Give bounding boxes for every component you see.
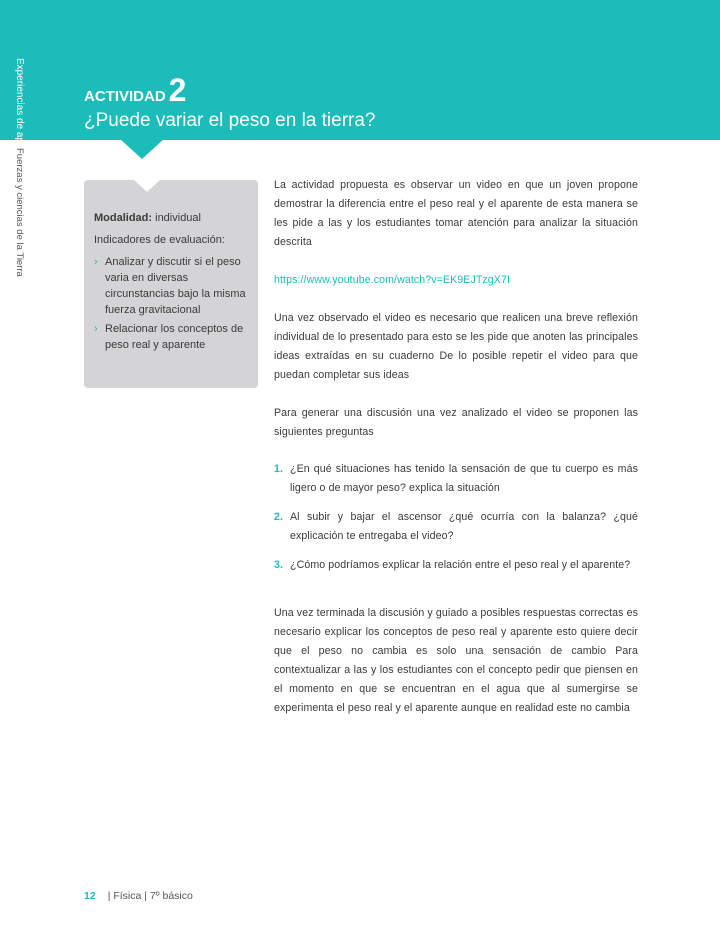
page-number: 12 bbox=[84, 890, 96, 902]
paragraph-intro: La actividad propuesta es observar un video en que un joven propone demostrar la diferencia entre el peso real y el aparente de esta manera se les pide a las y los estudiantes tomar atención para analizar la situación descrita bbox=[274, 179, 638, 248]
info-box bbox=[84, 180, 258, 388]
activity-label: ACTIVIDAD bbox=[84, 88, 166, 105]
page-title: ¿Puede variar el peso en la tierra? bbox=[84, 110, 376, 131]
question-3 bbox=[274, 556, 638, 575]
paragraph-questions-intro: Para generar una discusión una vez analizado el video se proponen las siguientes preguntas bbox=[274, 407, 638, 438]
footer-text: | Física | 7º básico bbox=[107, 890, 193, 902]
indicadores-list bbox=[94, 254, 248, 353]
question-1 bbox=[274, 460, 638, 498]
paragraph-conclusion: Una vez terminada la discusión y guiado a posibles respuestas correctas es necesario explicar los conceptos de peso real y aparente esto quiere decir que el peso no cambia es solo una sensación de cambio Para contextualizar a las y los estudiantes con el concepto pedir que piensen en el momento en que se encuentran en el agua que al sumergirse se experimenta el peso real y el aparente aunque en realidad este no cambia bbox=[274, 607, 638, 714]
question-text: ¿En qué situaciones has tenido la sensación de que tu cuerpo es más ligero o de mayor peso? explica la situación bbox=[290, 463, 638, 494]
question-number: 2. bbox=[274, 511, 284, 523]
list-item: › Relacionar los conceptos de peso real y aparente bbox=[94, 321, 248, 353]
box-notch bbox=[134, 180, 160, 192]
footer bbox=[84, 890, 193, 902]
video-link[interactable]: https://www.youtube.com/watch?v=EK9EJTzgX7I bbox=[274, 274, 511, 286]
modalidad-label: Modalidad: bbox=[94, 212, 153, 224]
list-item: › Analizar y discutir si el peso varia en diversas circunstancias bajo la misma fuerza gravitacional bbox=[94, 254, 248, 318]
question-text: ¿Cómo podríamos explicar la relación entre el peso real y el aparente? bbox=[290, 559, 631, 571]
modalidad-value: individual bbox=[155, 212, 201, 224]
activity-number: 2 bbox=[168, 72, 187, 108]
section-label: Experiencias de aprendizaje bbox=[14, 58, 25, 184]
paragraph-reflection: Una vez observado el video es necesario que realicen una breve reflexión individual de lo presentado para esto se les pide que anoten las principales ideas extraídas en su cuaderno De lo posible repetir el video para que puedan completar sus ideas bbox=[274, 312, 638, 381]
indicadores-label: Indicadores de evaluación: bbox=[94, 234, 225, 246]
unit-label: Fuerzas y ciencias de la Tierra bbox=[14, 148, 25, 277]
question-number: 1. bbox=[274, 463, 284, 475]
activity-heading bbox=[84, 72, 186, 109]
main-column bbox=[274, 176, 638, 718]
question-2 bbox=[274, 508, 638, 546]
question-text: Al subir y bajar el ascensor ¿qué ocurría con la balanza? ¿qué explicación te entregaba el video? bbox=[290, 511, 638, 542]
header-notch bbox=[120, 139, 164, 159]
modalidad bbox=[94, 210, 248, 226]
question-number: 3. bbox=[274, 559, 284, 571]
